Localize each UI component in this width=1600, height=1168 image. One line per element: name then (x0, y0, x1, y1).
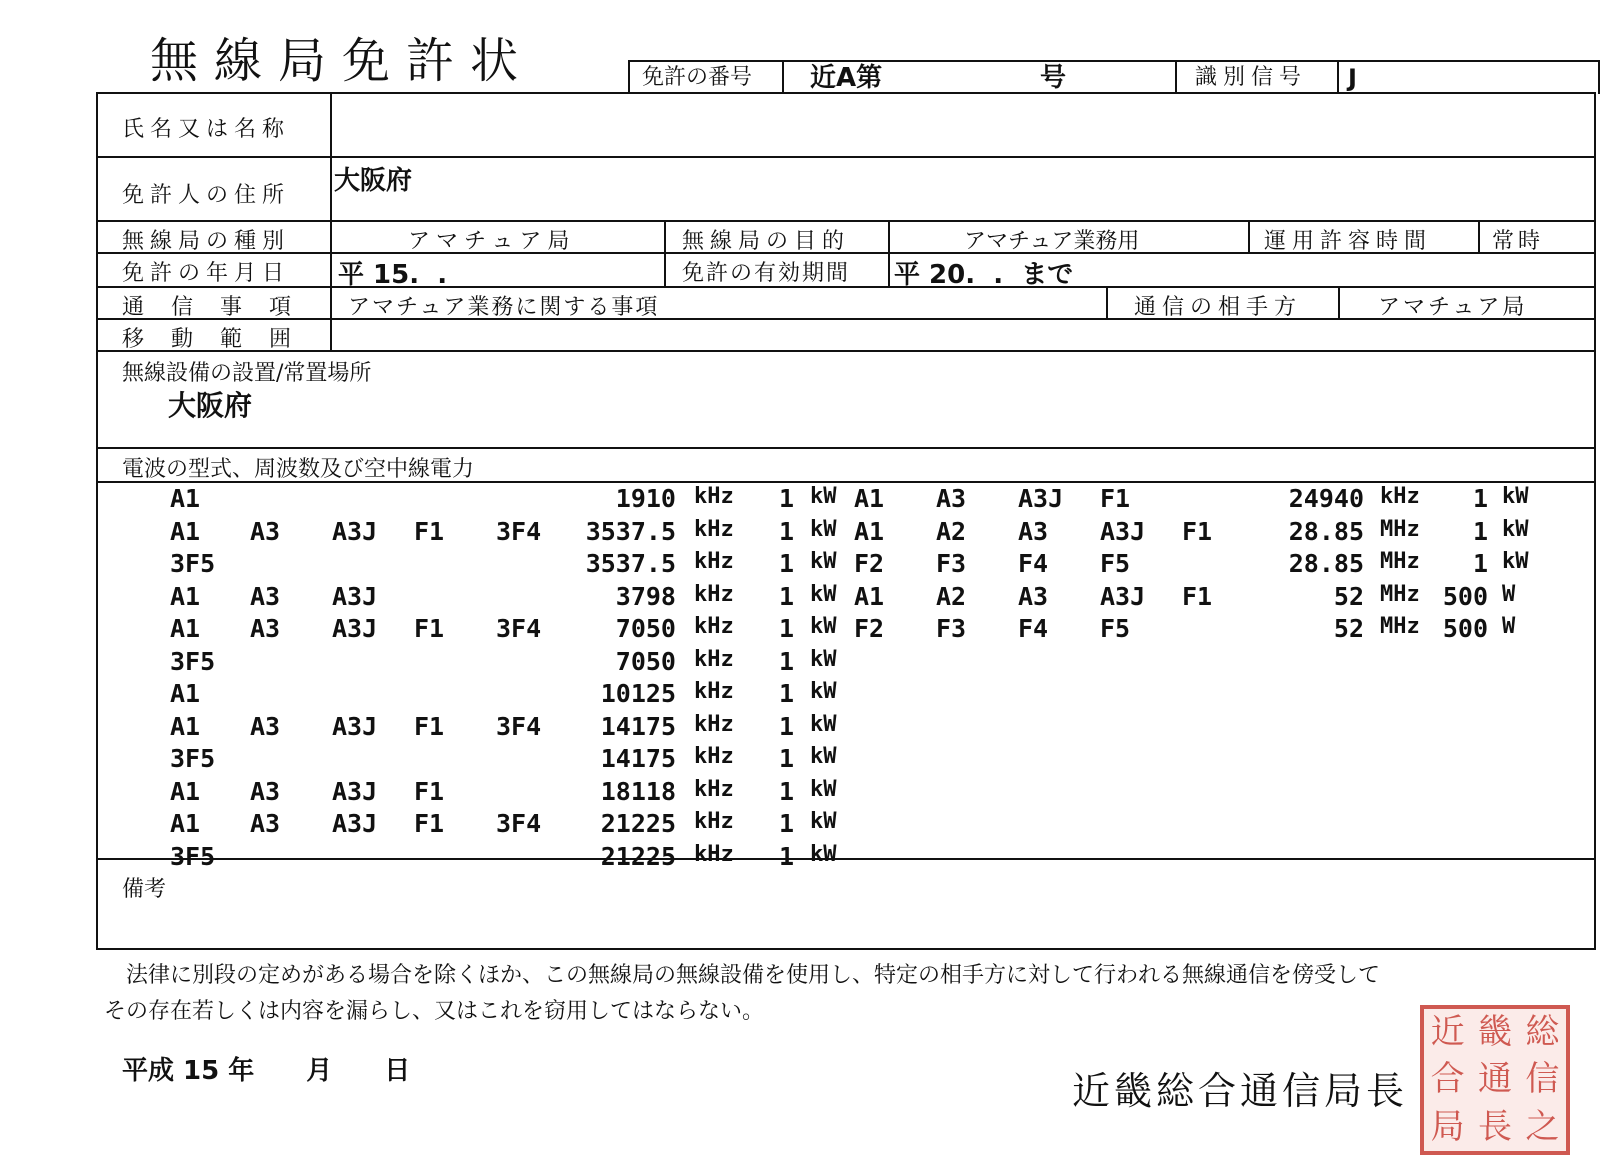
license-no-label: 免許の番号 (642, 65, 753, 90)
seal-character: 長 (1477, 1106, 1512, 1147)
emission-power: 1 (778, 711, 794, 741)
emission-power-unit: W (1502, 614, 1516, 639)
legal-note-line2: その存在若しくは内容を漏らし、又はこれを窃用してはならない。 (104, 999, 765, 1024)
station-type-value: アマチュア局 (408, 229, 576, 254)
validity-label: 免許の有効期間 (682, 261, 851, 286)
legal-note (104, 958, 1594, 1030)
emission-frequency-unit: kHz (694, 646, 734, 672)
emission-mode: F1 (414, 516, 445, 546)
emission-power: 1 (778, 549, 794, 578)
emission-frequency: 24940 (1288, 484, 1364, 513)
seal-character: 合 (1430, 1059, 1465, 1100)
emission-mode: A2 (936, 581, 967, 611)
emission-frequency: 14175 (600, 744, 676, 773)
emission-power-unit: kW (810, 549, 837, 574)
emission-mode: A3J (332, 516, 378, 546)
emissions_left-row (98, 614, 858, 647)
emission-frequency: 7050 (615, 614, 676, 643)
emissions_right-row (854, 549, 1594, 582)
emission-mode: A1 (170, 776, 201, 806)
emission-power: 1 (1472, 484, 1488, 513)
emission-mode: F2 (854, 549, 885, 578)
emission-power: 500 (1442, 614, 1488, 643)
emission-frequency: 3537.5 (585, 549, 676, 578)
emission-power: 1 (778, 614, 794, 643)
emission-frequency-unit: kHz (694, 679, 734, 704)
emissions_right-row (854, 484, 1594, 517)
address-value: 大阪府 (334, 166, 413, 196)
emission-frequency-unit: MHz (1380, 549, 1420, 574)
emission-mode: A3 (250, 581, 281, 611)
emission-mode: A3J (332, 809, 378, 838)
emission-mode: F1 (414, 614, 445, 643)
emission-mode: A3J (1100, 581, 1146, 611)
emission-mode: A3J (332, 614, 378, 643)
emission-frequency-unit: kHz (694, 549, 734, 574)
emission-frequency: 3537.5 (585, 516, 676, 546)
emission-frequency-unit: kHz (694, 744, 734, 769)
emission-mode: A1 (854, 516, 885, 546)
emission-frequency-unit: kHz (694, 516, 734, 542)
emission-mode: F1 (1100, 484, 1131, 513)
emissions_left-row (98, 777, 858, 810)
emission-power: 1 (778, 679, 794, 708)
address-label: 免許人の住所 (122, 183, 291, 208)
emission-frequency-unit: MHz (1380, 581, 1420, 607)
emission-mode: F4 (1018, 614, 1049, 643)
emission-frequency: 14175 (600, 711, 676, 741)
emissions_left-row (98, 484, 858, 517)
emission-mode: A3 (250, 809, 281, 838)
emissions_left-row (98, 582, 858, 615)
emission-power-unit: kW (810, 679, 837, 704)
emission-mode: A3 (250, 516, 281, 546)
issue-date-value: 平 15. . (338, 260, 448, 290)
emission-mode: A3 (250, 614, 281, 643)
emission-mode: F1 (1182, 516, 1213, 546)
op-hours-label: 運用許容時間 (1264, 229, 1433, 254)
emission-power-unit: kW (810, 581, 837, 607)
comm-partner-value: アマチュア局 (1378, 295, 1528, 320)
emission-mode: A3 (936, 484, 967, 513)
emission-mode: A1 (170, 711, 201, 741)
validity-value: 平 20. . まで (894, 260, 1074, 290)
emission-mode: A2 (936, 516, 967, 546)
emission-power: 1 (778, 516, 794, 546)
emission-frequency-unit: kHz (694, 809, 734, 834)
emission-mode: A3J (1018, 484, 1064, 513)
emission-power-unit: kW (810, 776, 837, 802)
official-seal (1420, 1005, 1570, 1155)
emission-mode: F3 (936, 614, 967, 643)
emission-frequency-unit: kHz (694, 841, 734, 867)
seal-character: 畿 (1477, 1012, 1512, 1052)
emission-mode: A1 (170, 614, 201, 643)
emission-frequency-unit: kHz (1380, 484, 1420, 509)
emissions-list-left (98, 484, 858, 871)
comm-partner-label: 通信の相手方 (1134, 295, 1303, 320)
emission-frequency-unit: kHz (694, 581, 734, 607)
emission-power: 1 (778, 776, 794, 806)
emission-frequency: 18118 (600, 776, 676, 806)
emission-power-unit: kW (810, 614, 837, 639)
emission-power-unit: W (1502, 581, 1516, 607)
emission-mode: F2 (854, 614, 885, 643)
call-sign-label: 識別信号 (1195, 65, 1308, 90)
emission-mode: A3J (1100, 516, 1146, 546)
emission-mode: A3J (332, 711, 378, 741)
emission-frequency: 3798 (615, 581, 676, 611)
emission-power-unit: kW (810, 841, 837, 867)
emission-power-unit: kW (810, 646, 837, 672)
license-no-value: 近A第 (810, 63, 883, 93)
emission-frequency: 21225 (600, 809, 676, 838)
emission-mode: F1 (414, 776, 445, 806)
issue-date: 平成 15 年 月 日 (122, 1056, 411, 1086)
emission-power: 1 (778, 744, 794, 773)
legal-note-line1: 法律に別段の定めがある場合を除くほか、この無線局の無線設備を使用し、特定の相手方に対して行われる無線通信を傍受して (126, 963, 1381, 988)
emission-mode: 3F4 (496, 516, 542, 546)
op-hours-value: 常時 (1492, 229, 1545, 254)
emission-frequency-unit: MHz (1380, 614, 1420, 639)
emissions_right-row (854, 517, 1594, 550)
emission-mode: A3 (1018, 581, 1049, 611)
emission-power: 1 (778, 484, 794, 513)
emission-frequency-unit: kHz (694, 711, 734, 737)
emission-mode: F3 (936, 549, 967, 578)
emission-mode: 3F4 (496, 711, 542, 741)
remarks-label: 備考 (122, 877, 167, 902)
mobile-range-label: 移 動 範 囲 (122, 327, 301, 352)
seal-character: 総 (1525, 1012, 1560, 1052)
issue-date-label: 免許の年月日 (122, 261, 291, 286)
emission-power: 1 (778, 581, 794, 611)
seal-character: 之 (1525, 1106, 1560, 1147)
emission-frequency-unit: kHz (694, 614, 734, 639)
name-label: 氏名又は名称 (122, 117, 291, 142)
emission-mode: A1 (170, 679, 201, 708)
emission-mode: A3J (332, 581, 378, 611)
emissions-label: 電波の型式、周波数及び空中線電力 (122, 457, 475, 482)
license-table (96, 92, 1596, 950)
emission-frequency: 21225 (600, 841, 676, 871)
location-value: 大阪府 (168, 389, 253, 422)
emission-mode: F1 (414, 711, 445, 741)
emission-power: 500 (1442, 581, 1488, 611)
emission-frequency-unit: kHz (694, 484, 734, 509)
emission-frequency: 7050 (615, 646, 676, 676)
emission-mode: 3F5 (170, 841, 216, 871)
call-sign-value: J (1348, 64, 1357, 92)
document-title: 無線局免許状 (150, 33, 535, 89)
issuer-name: 近畿総合通信局長 (1072, 1069, 1409, 1113)
emission-mode: A3 (250, 711, 281, 741)
emissions_left-row (98, 549, 858, 582)
emission-power-unit: kW (1502, 516, 1529, 542)
location-label: 無線設備の設置/常置場所 (122, 361, 372, 386)
emission-frequency: 10125 (600, 679, 676, 708)
emission-power-unit: kW (1502, 549, 1529, 574)
emission-frequency: 1910 (615, 484, 676, 513)
emission-mode: A3 (250, 776, 281, 806)
emission-mode: F1 (414, 809, 445, 838)
emissions_left-row (98, 647, 858, 680)
emission-mode: 3F5 (170, 549, 216, 578)
emission-mode: F5 (1100, 549, 1131, 578)
emission-frequency-unit: MHz (1380, 516, 1420, 542)
emission-power-unit: kW (810, 744, 837, 769)
emissions_left-row (98, 712, 858, 745)
emission-frequency: 28.85 (1288, 549, 1364, 578)
emission-mode: A3 (1018, 516, 1049, 546)
emission-mode: 3F5 (170, 646, 216, 676)
purpose-value: アマチュア業務用 (964, 229, 1140, 254)
emission-frequency: 52 (1333, 614, 1364, 643)
emission-mode: A1 (170, 516, 201, 546)
emission-mode: 3F5 (170, 744, 216, 773)
seal-character: 近 (1430, 1012, 1465, 1052)
emission-power-unit: kW (810, 711, 837, 737)
emissions_left-row (98, 842, 858, 875)
license-header (628, 60, 1600, 94)
emission-power-unit: kW (1502, 484, 1529, 509)
emission-frequency: 52 (1333, 581, 1364, 611)
comm-items-value: アマチュア業務に関する事項 (348, 295, 660, 320)
emission-mode: A1 (170, 484, 201, 513)
emission-mode: F1 (1182, 581, 1213, 611)
emissions_left-row (98, 517, 858, 550)
emission-frequency: 28.85 (1288, 516, 1364, 546)
emission-mode: 3F4 (496, 809, 542, 838)
emission-frequency-unit: kHz (694, 776, 734, 802)
seal-character: 通 (1477, 1059, 1512, 1100)
emission-mode: A1 (170, 809, 201, 838)
emissions_left-row (98, 679, 858, 712)
emission-power: 1 (1472, 549, 1488, 578)
emissions_right-row (854, 614, 1594, 647)
emission-mode: 3F4 (496, 614, 542, 643)
emissions_left-row (98, 744, 858, 777)
emission-mode: A3J (332, 776, 378, 806)
emission-power-unit: kW (810, 809, 837, 834)
emissions_right-row (854, 582, 1594, 615)
emission-mode: A1 (854, 484, 885, 513)
station-type-label: 無線局の種別 (122, 229, 291, 254)
emission-power: 1 (778, 809, 794, 838)
purpose-label: 無線局の目的 (682, 229, 851, 254)
emission-mode: F4 (1018, 549, 1049, 578)
emission-mode: A1 (170, 581, 201, 611)
comm-items-label: 通 信 事 項 (122, 295, 301, 320)
emission-power: 1 (778, 841, 794, 871)
emissions-list-right (854, 484, 1594, 654)
emission-power-unit: kW (810, 484, 837, 509)
seal-character: 信 (1525, 1059, 1560, 1100)
emission-mode: A1 (854, 581, 885, 611)
license-no-suffix: 号 (1040, 63, 1067, 93)
emission-power: 1 (778, 646, 794, 676)
emission-power-unit: kW (810, 516, 837, 542)
emissions_left-row (98, 809, 858, 842)
emission-mode: F5 (1100, 614, 1131, 643)
emission-power: 1 (1472, 516, 1488, 546)
seal-character: 局 (1430, 1106, 1465, 1147)
